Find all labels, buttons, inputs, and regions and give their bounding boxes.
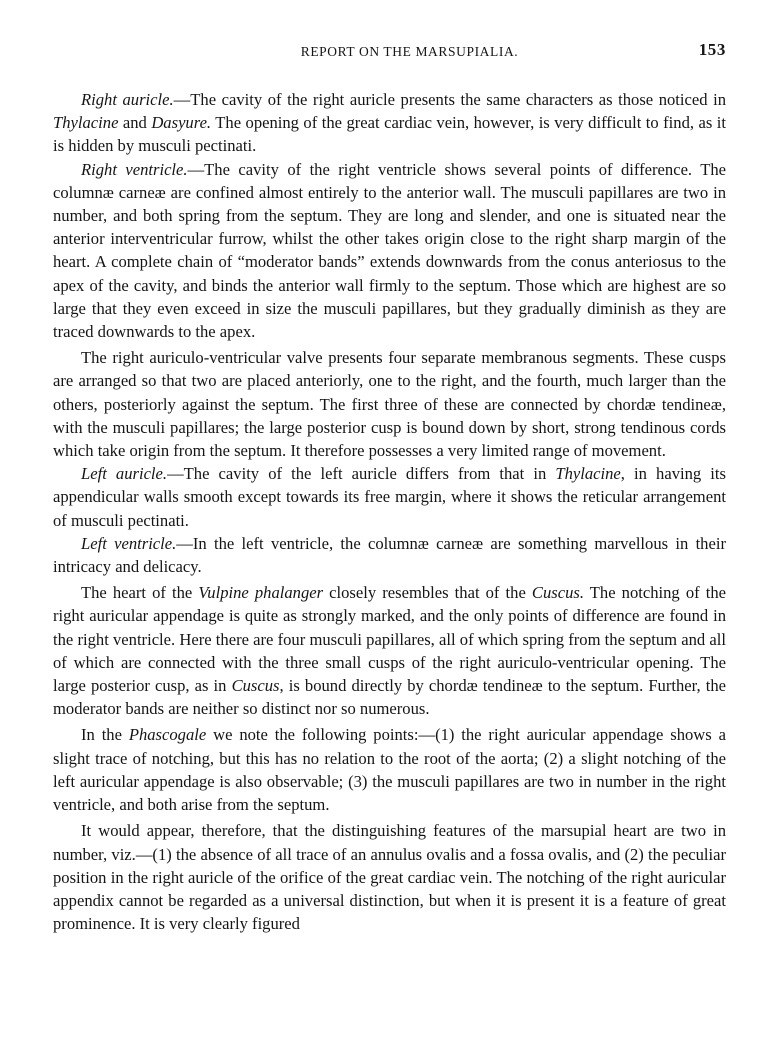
- italic-term: Thylacine: [53, 113, 119, 133]
- text-run: , in having its appendicular walls smooth except towards its free margin, where it shows the reticular arrangement of musculi pectinati.: [53, 464, 726, 530]
- italic-term: Vulpine phalanger: [198, 583, 324, 603]
- text-run: The opening of the great cardiac vein, however, is very difficult to find, as it is hidden by musculi pectinati.: [53, 113, 726, 156]
- running-head-title: REPORT ON THE MARSUPIALIA.: [300, 44, 519, 59]
- body-text: [53, 88, 726, 935]
- paragraph-right-auricle: [53, 88, 726, 158]
- italic-term: Cuscus.: [531, 583, 584, 603]
- paragraph-phascogale: [53, 723, 726, 816]
- italic-term: Dasyure.: [151, 113, 212, 133]
- italic-term: Cuscus: [231, 676, 280, 696]
- text-run: —The cavity of the left auricle differs from that in: [167, 464, 556, 484]
- text-run: closely resembles that of the: [323, 583, 532, 603]
- document-page: [53, 40, 726, 935]
- paragraph-left-auricle: [53, 462, 726, 532]
- paragraph-lead-heading: Left auricle.: [81, 464, 168, 484]
- paragraph-right-av-valve: [53, 346, 726, 462]
- paragraph-left-ventricle: [53, 532, 726, 578]
- text-run: The notching of the right auricular appendage is quite as strongly marked, and the only points of difference are found in the right ventricle. Here there are four musculi papillares, all of which spring from the septum and all of which are connected with the three small cusps of the right auriculo-ventricular opening. The large posterior cusp, as in: [53, 583, 726, 696]
- text-run: —In the left ventricle, the columnæ carneæ are something marvellous in their intricacy and delicacy.: [53, 533, 726, 577]
- paragraph-lead-heading: Right auricle.: [81, 90, 174, 109]
- text-run: —The cavity of the right ventricle shows several points of difference. The columnæ carneæ are confined almost entirely to the anterior wall. The musculi papillares are two in number, and both spring from the septum. They are long and slender, and one is situated near the anterior interventricular furrow, whilst the other takes origin close to the right sharp margin of the heart. A complete chain of “moderator bands” extends downwards from the conus anteriosus to the apex of the cavity, and binds the anterior wall firmly to the septum. Those which are highest are so large that they even exceed in size the musculi papillares, but they gradually diminish as they are traced downwards to the apex.: [53, 159, 726, 342]
- paragraph-lead-heading: Left ventricle.: [81, 533, 177, 553]
- text-run: —The cavity of the right auricle presents the same characters as those noticed in: [173, 90, 727, 109]
- text-run: we note the following points:—(1) the right auricular appendage shows a slight trace of notching, but this has no relation to the root of the aorta; (2) a slight notching of the left auricular appendage is also observable; (3) the musculi papillares are two in number in the right ventricle, and both arise from the septum.: [53, 725, 726, 815]
- page-number: 153: [698, 40, 726, 59]
- running-head: [53, 40, 726, 66]
- text-run: In the: [81, 725, 129, 745]
- text-run: The heart of the: [81, 583, 199, 603]
- paragraph-conclusion: [53, 819, 726, 935]
- italic-term: Phascogale: [128, 725, 207, 745]
- italic-term: Thylacine: [555, 464, 621, 484]
- text-run: and: [118, 113, 152, 133]
- paragraph-vulpine-phalanger: [53, 581, 726, 720]
- text-run: It would appear, therefore, that the distinguishing features of the marsupial heart are two in number, viz.—(1) the absence of all trace of an annulus ovalis and a fossa ovalis, and (2) the peculiar position in the right auricle of the orifice of the great cardiac vein. The notching of the right auricular appendix cannot be regarded as a universal distinction, but when it is present it is a feature of great prominence. It is very clearly figured: [53, 821, 726, 934]
- paragraph-lead-heading: Right ventricle.: [81, 159, 188, 179]
- paragraph-right-ventricle: [53, 158, 726, 344]
- text-run: The right auriculo-ventricular valve presents four separate membranous segments. These cusps are arranged so that two are placed anteriorly, one to the right, and the fourth, much larger than the others, posteriorly against the septum. The first three of these are connected by chordæ tendineæ, with the musculi papillares; the large posterior cusp is bound down by short, strong tendinous cords which take origin from the septum. It therefore possesses a very limited range of movement.: [53, 348, 726, 461]
- text-run: , is bound directly by chordæ tendineæ to the septum. Further, the moderator bands are neither so distinct nor so numerous.: [53, 676, 727, 719]
